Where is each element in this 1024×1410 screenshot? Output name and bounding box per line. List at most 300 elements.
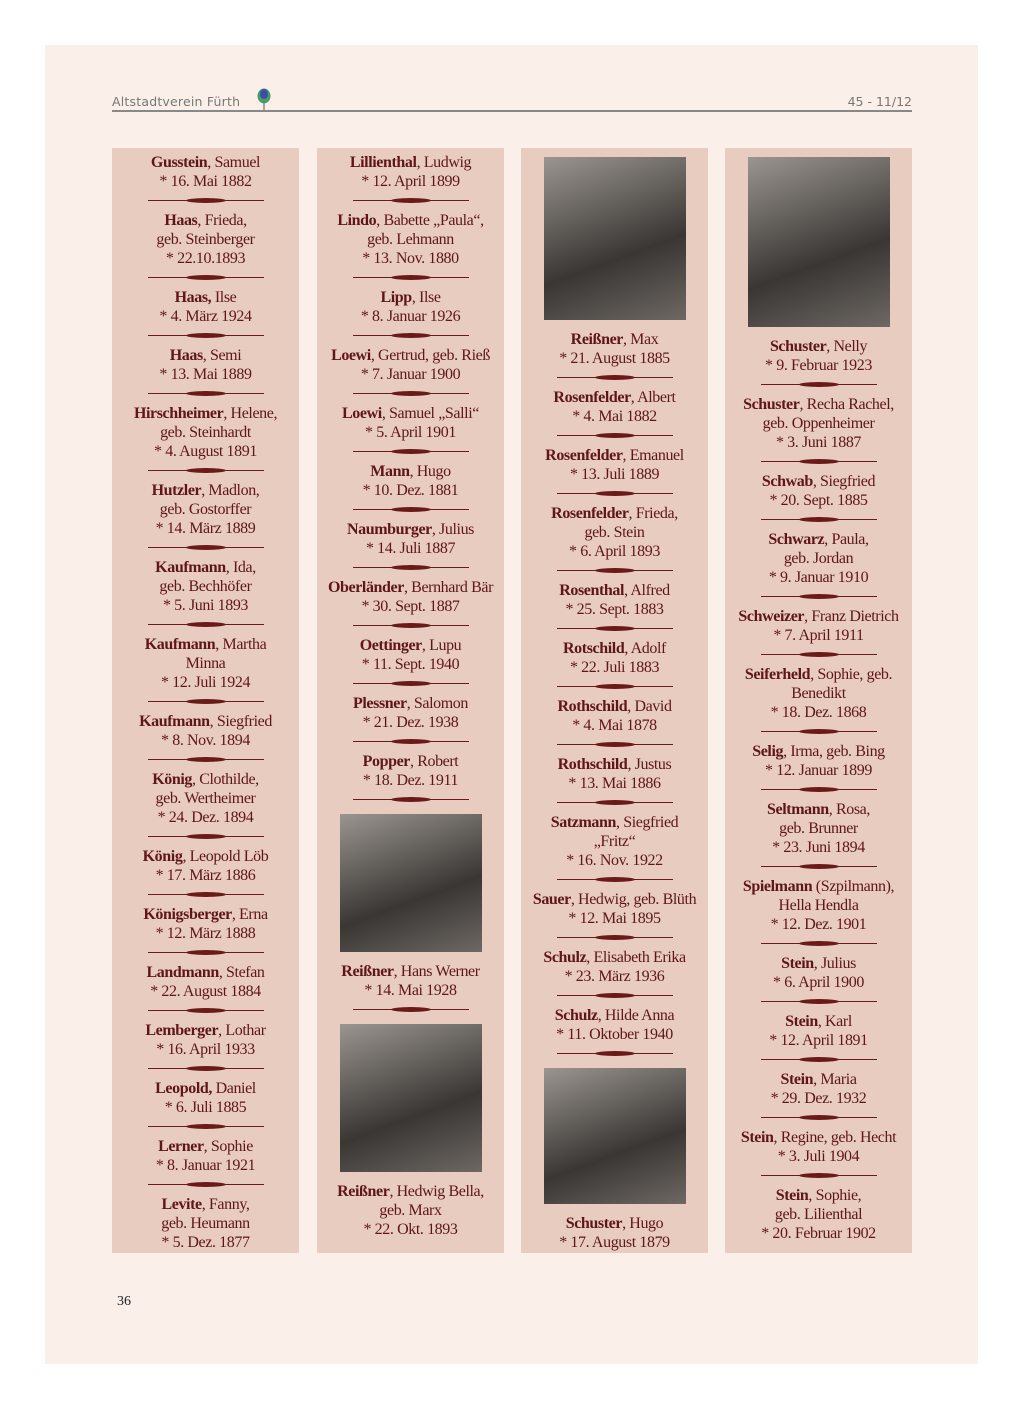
surname: Lemberger [145,1022,219,1039]
entry-name-line [521,581,708,600]
entry-name-line [317,288,504,307]
birth-date: * 10. Dez. 1881 [362,482,459,499]
page-number: 36 [117,1294,131,1309]
ornament-divider [112,1001,299,1021]
portrait-photo [544,157,686,320]
entry-name-line [725,607,912,626]
memorial-entry [112,963,299,1001]
surname: Stein [775,1187,809,1204]
given-name: , Elisabeth Erika [586,949,686,966]
given-name: , Hilde Anna [597,1007,675,1024]
ornament-divider [521,484,708,504]
entry-name-line [112,288,299,307]
memorial-entry [725,800,912,857]
surname: Mann [370,463,410,480]
surname: Schulz [543,949,587,966]
publisher-name: Altstadtverein Fürth [112,94,241,109]
given-name: , Paula, [824,531,869,548]
given-name: , Hugo [622,1215,664,1232]
surname: König [142,848,183,865]
entry-name-line [112,558,299,577]
memorial-entry [112,635,299,692]
birth-date: * 30. Sept. 1887 [361,598,460,615]
header-rule [112,110,912,112]
ornament-divider [112,191,299,211]
given-name: , Rosa, [828,801,870,818]
memorial-entry [521,755,708,793]
given-name: , David [627,698,672,715]
surname: Stein [780,1071,814,1088]
ornament-divider [112,692,299,712]
surname: Selig [752,743,784,760]
given-name: , Justus [627,756,672,773]
entry-extra-line: geb. Marx [379,1202,442,1219]
birth-date: * 20. Februar 1902 [761,1225,876,1242]
memorial-entry [725,530,912,587]
memorial-entry [521,504,708,561]
memorial-entry [521,446,708,484]
given-name: , Julius [431,521,475,538]
given-name: , Regine, geb. Hecht [773,1129,897,1146]
ornament-divider [521,928,708,948]
surname: Lillienthal [349,154,417,171]
memorial-entry [112,1079,299,1117]
memorial-entry [521,639,708,677]
memorial-entry [112,153,299,191]
birth-date: * 8. Januar 1926 [360,308,461,325]
birth-date: * 12. März 1888 [155,925,256,942]
birth-date: * 16. Mai 1882 [159,173,252,190]
entry-name-line [112,211,299,230]
surname: Gusstein [150,154,208,171]
ornament-divider [112,615,299,635]
memorial-entry [725,1128,912,1166]
ornament-divider [725,510,912,530]
entry-name-line [317,578,504,597]
entry-name-line [521,890,708,909]
entry-extra-line: Hella Hendla [778,897,859,914]
surname: Kaufmann [155,559,226,576]
memorial-entry [112,1137,299,1175]
memorial-entry [521,1214,708,1252]
memorial-entry [521,330,708,368]
surname: Rothschild [557,756,628,773]
entry-name-line [317,962,504,981]
given-name: , Hedwig Bella, [389,1183,484,1200]
birth-date: * 22.10.1893 [165,250,246,267]
memorial-entry [725,954,912,992]
surname: Rothschild [557,698,628,715]
entry-name-line [112,635,299,654]
surname: Schwab [761,473,813,490]
entry-name-line [521,388,708,407]
ornament-divider [725,722,912,742]
entry-name-line [725,337,912,356]
memorial-entry [112,558,299,615]
memorial-entry [317,1182,504,1239]
entry-name-line [521,330,708,349]
memorial-entry [112,847,299,885]
entry-name-line [725,877,912,896]
memorial-entry [112,770,299,827]
given-name: , Hugo [409,463,451,480]
entry-name-line [112,770,299,789]
name-column-2 [317,148,504,1253]
memorial-entry [521,581,708,619]
ornament-divider [725,587,912,607]
entry-name-line [317,520,504,539]
given-name: , Sophie, geb. [810,666,893,683]
memorial-entry [112,211,299,268]
ornament-divider [317,442,504,462]
given-name: , Hedwig, geb. Blüth [570,891,697,908]
ornament-divider [725,934,912,954]
ornament-divider [112,384,299,404]
given-name: , Clothilde, [192,771,259,788]
given-name: , Siegfried [209,713,272,730]
entry-name-line [521,1214,708,1233]
birth-date: * 4. März 1924 [159,308,252,325]
memorial-entry [317,462,504,500]
entry-name-line [317,211,504,230]
given-name: , Alfred [624,582,670,599]
birth-date: * 6. April 1893 [569,543,660,560]
ornament-divider [317,674,504,694]
memorial-entry [112,1195,299,1252]
entry-extra-line: Minna [185,655,226,672]
given-name: , Bernhard Bär [403,579,494,596]
surname: Satzmann [550,814,616,831]
memorial-entry [112,288,299,326]
memorial-entry [317,962,504,1000]
surname: Schuster [769,338,827,355]
name-column-1 [112,148,299,1253]
given-name: , Albert [630,389,676,406]
entry-name-line [112,153,299,172]
given-name: , Ida, [225,559,256,576]
given-name: , Julius [813,955,856,972]
entry-name-line [317,752,504,771]
name-column-3 [521,148,708,1253]
birth-date: * 3. Juli 1904 [777,1148,860,1165]
entry-name-line [317,346,504,365]
given-name: Ilse [211,289,237,306]
birth-date: * 13. Nov. 1880 [362,250,459,267]
given-name: , Leopold Löb [182,848,269,865]
entry-name-line [521,1006,708,1025]
surname: Schuster [743,396,800,413]
memorial-entry [521,388,708,426]
memorial-entry [725,742,912,780]
ornament-divider [521,426,708,446]
memorial-entry [112,481,299,538]
entry-extra-line: geb. Gostorffer [159,501,252,518]
given-name: , Emanuel [622,447,684,464]
ornament-divider [317,191,504,211]
surname: Königsberger [143,906,232,923]
entry-name-line [112,404,299,423]
given-name: , Samuel „Salli“ [381,405,479,422]
ornament-divider [317,326,504,346]
surname: Haas [169,347,203,364]
ornament-divider [112,461,299,481]
ornament-divider [725,1166,912,1186]
birth-date: * 12. Juli 1924 [160,674,251,691]
given-name: , Robert [410,753,459,770]
given-name: , Sophie, [808,1187,862,1204]
entry-name-line [112,847,299,866]
memorial-entry [317,346,504,384]
ornament-divider [521,561,708,581]
surname: Reißner [341,963,394,980]
memorial-entry [725,472,912,510]
birth-date: * 7. April 1911 [773,627,864,644]
entry-name-line [725,1186,912,1205]
birth-date: * 24. Dez. 1894 [157,809,254,826]
surname: Schwarz [768,531,825,548]
ornament-divider [112,1059,299,1079]
entry-name-line [521,697,708,716]
entry-name-line [112,1195,299,1214]
ornament-divider [112,1117,299,1137]
ornament-divider [521,619,708,639]
ornament-divider [112,1175,299,1195]
given-name: , Lothar [218,1022,266,1039]
birth-date: * 12. Dez. 1901 [770,916,867,933]
entry-name-line [521,948,708,967]
entry-extra-line: geb. Stein [584,524,645,541]
ornament-divider [112,326,299,346]
birth-date: * 11. Sept. 1940 [361,656,460,673]
entry-name-line [725,472,912,491]
birth-date: * 12. Januar 1899 [765,762,872,779]
given-name: , Recha Rachel, [799,396,894,413]
entry-name-line [725,1012,912,1031]
entry-name-line [112,481,299,500]
surname: Rosenfelder [545,447,623,464]
portrait-photo [340,1024,482,1172]
given-name: , Babette „Paula“, [376,212,484,229]
memorial-entry [725,665,912,722]
birth-date: * 12. April 1899 [361,173,460,190]
ornament-divider [521,677,708,697]
birth-date: * 20. Sept. 1885 [769,492,868,509]
given-name: , Lupu [421,637,462,654]
memorial-entry [112,712,299,750]
entry-name-line [112,963,299,982]
memorial-entry [317,404,504,442]
entry-extra-line: geb. Lilienthal [774,1206,863,1223]
given-name: , Max [622,331,659,348]
given-name: , Hans Werner [393,963,480,980]
portrait-photo [340,814,482,952]
birth-date: * 7. Januar 1900 [360,366,461,383]
surname: Rosenthal [559,582,625,599]
given-name: , Siegfried [812,473,876,490]
birth-date: * 5. Juni 1893 [162,597,249,614]
birth-date: * 13. Mai 1886 [568,775,661,792]
birth-date: * 16. Nov. 1922 [566,852,663,869]
surname: Rosenfelder [553,389,631,406]
entry-name-line [725,395,912,414]
given-name: , Erna [231,906,268,923]
name-column-4 [725,148,912,1253]
surname: Lerner [158,1138,204,1155]
surname: Rosenfelder [551,505,629,522]
ornament-divider [521,1044,708,1064]
entry-name-line [725,1128,912,1147]
memorial-entry [112,1021,299,1059]
given-name: , Fanny, [201,1196,250,1213]
birth-date: * 14. Juli 1887 [365,540,456,557]
ornament-divider [521,793,708,813]
given-name: , Martha [215,636,267,653]
entry-name-line [521,755,708,774]
memorial-entry [725,1012,912,1050]
surname: Naumburger [346,521,432,538]
entry-extra-line: geb. Steinhardt [160,424,251,441]
ornament-divider [725,645,912,665]
memorial-entry [317,288,504,326]
entry-name-line [521,813,708,832]
ornament-divider [317,616,504,636]
memorial-entry [521,948,708,986]
memorial-entry [521,1006,708,1044]
ornament-divider [725,375,912,395]
entry-name-line [725,742,912,761]
memorial-entry [317,636,504,674]
ornament-divider [112,750,299,770]
ornament-divider [521,986,708,1006]
birth-date: * 4. August 1891 [154,443,257,460]
entry-extra-line: geb. Steinberger [156,231,255,248]
given-name: , Irma, geb. Bing [783,743,885,760]
entry-extra-line: geb. Lehmann [367,231,454,248]
entry-name-line [317,462,504,481]
surname: König [152,771,193,788]
surname: Haas, [174,289,212,306]
given-name: , Gertrud, geb. Rieß [370,347,490,364]
surname: Hirschheimer [133,405,224,422]
surname: Rotschild [563,640,625,657]
birth-date: * 29. Dez. 1932 [770,1090,867,1107]
entry-name-line [112,346,299,365]
birth-date: * 22. Juli 1883 [569,659,660,676]
given-name: , Ilse [411,289,441,306]
surname: Spielmann [742,878,813,895]
birth-date: * 12. April 1891 [769,1032,868,1049]
birth-date: * 23. März 1936 [564,968,665,985]
memorial-entry [112,404,299,461]
memorial-entry [725,395,912,452]
given-name: , Siegfried [616,814,679,831]
given-name: , Madlon, [201,482,260,499]
surname: Hutzler [151,482,202,499]
surname: Haas [164,212,198,229]
surname: Kaufmann [139,713,210,730]
memorial-entry [521,697,708,735]
entry-name-line [112,1021,299,1040]
birth-date: * 13. Juli 1889 [569,466,660,483]
surname: Leopold, [155,1080,212,1097]
ornament-divider [317,384,504,404]
birth-date: * 9. Februar 1923 [765,357,872,374]
ornament-divider [112,885,299,905]
birth-date: * 5. April 1901 [365,424,456,441]
birth-date: * 22. Okt. 1893 [363,1221,458,1238]
ornament-divider [725,857,912,877]
given-name: , Nelly [826,338,868,355]
entry-name-line [725,1070,912,1089]
surname: Stein [781,955,814,972]
memorial-entry [521,890,708,928]
ornament-divider [317,732,504,752]
entry-name-line [725,530,912,549]
ornament-divider [521,368,708,388]
surname: Reißner [570,331,623,348]
given-name: , Sophie [203,1138,253,1155]
entry-extra-line: geb. Wertheimer [155,790,256,807]
birth-date: * 18. Dez. 1911 [362,772,459,789]
entry-name-line [317,636,504,655]
birth-date: * 8. Januar 1921 [155,1157,256,1174]
birth-date: * 14. März 1889 [155,520,256,537]
ornament-divider [112,943,299,963]
given-name: , Maria [813,1071,857,1088]
entry-extra-line: geb. Jordan [783,550,854,567]
birth-date: * 22. August 1884 [150,983,261,1000]
birth-date: * 4. Mai 1882 [572,408,657,425]
memorial-entry [317,578,504,616]
surname: Stein [785,1013,818,1030]
surname: Oettinger [359,637,422,654]
entry-name-line [112,905,299,924]
birth-date: * 12. Mai 1895 [568,910,661,927]
given-name: , Adolf [624,640,666,657]
birth-date: * 21. August 1885 [559,350,670,367]
ornament-divider [317,558,504,578]
entry-name-line [317,404,504,423]
birth-date: * 9. Januar 1910 [768,569,869,586]
ornament-divider [521,870,708,890]
entry-name-line [112,1137,299,1156]
entry-name-line [521,639,708,658]
entry-name-line [317,153,504,172]
birth-date: * 14. Mai 1928 [364,982,457,999]
memorial-entry [112,346,299,384]
given-name: , Ludwig [416,154,472,171]
birth-date: * 25. Sept. 1883 [565,601,664,618]
ornament-divider [112,268,299,288]
surname: Popper [362,753,410,770]
memorial-entry [725,337,912,375]
entry-extra-line: geb. Oppenheimer [762,415,875,432]
entry-extra-line: Benedikt [791,685,846,702]
birth-date: * 11. Oktober 1940 [556,1026,673,1043]
entry-name-line [112,1079,299,1098]
ornament-divider [317,1000,504,1020]
birth-date: * 13. Mai 1889 [159,366,252,383]
birth-date: * 8. Nov. 1894 [161,732,250,749]
surname: Kaufmann [144,636,216,653]
memorial-entry [521,813,708,870]
given-name: (Szpilmann), [812,878,895,895]
entry-name-line [725,800,912,819]
surname: Stein [740,1129,774,1146]
memorial-entry [725,1070,912,1108]
entry-name-line [521,504,708,523]
surname: Oberländer [327,579,404,596]
